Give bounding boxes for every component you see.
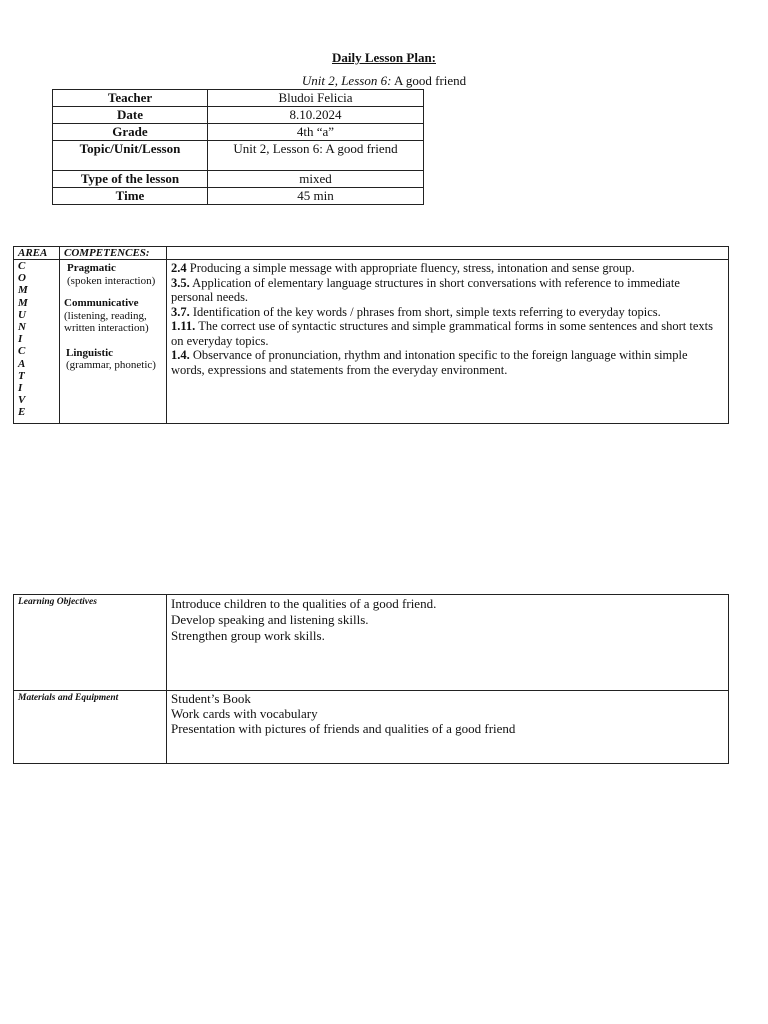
competence-group-name: Pragmatic xyxy=(67,262,116,274)
material-item: Presentation with pictures of friends and qualities of a good friend xyxy=(171,721,516,736)
info-row-grade xyxy=(53,124,424,141)
competence-text: Application of elementary language structures in short conversations with reference to immediate personal needs. xyxy=(171,275,680,304)
competences-header-row xyxy=(14,247,729,260)
lesson-subtitle xyxy=(0,73,768,89)
area-letter: I xyxy=(18,333,23,346)
info-row-teacher xyxy=(53,90,424,107)
competence-item xyxy=(171,276,724,305)
area-vertical-label xyxy=(14,260,60,424)
competence-group-detail: (listening, reading, written interaction) xyxy=(64,309,149,334)
material-item: Student’s Book xyxy=(171,691,251,706)
objectives-table xyxy=(13,594,729,764)
competence-group-pragmatic xyxy=(64,262,162,287)
competence-group-detail: (spoken interaction) xyxy=(67,274,156,287)
competence-code: 2.4 xyxy=(171,261,187,275)
info-label: Time xyxy=(53,188,208,205)
competences-header: COMPETENCES: xyxy=(60,247,167,260)
lesson-info-table xyxy=(52,89,424,205)
competence-item xyxy=(171,319,724,348)
info-label: Teacher xyxy=(53,90,208,107)
competence-code: 1.4. xyxy=(171,348,190,362)
material-item: Work cards with vocabulary xyxy=(171,706,318,721)
materials-label: Materials and Equipment xyxy=(14,691,167,764)
area-letter: C xyxy=(18,345,26,358)
area-letter: C xyxy=(18,260,26,272)
info-label: Topic/Unit/Lesson xyxy=(53,141,208,171)
subtitle-unit: Unit 2, Lesson 6: xyxy=(301,73,392,88)
competence-code: 3.5. xyxy=(171,275,190,290)
area-letter: O xyxy=(18,272,26,285)
competences-body-row xyxy=(14,260,729,424)
competence-text: The correct use of syntactic structures and simple grammatical forms in some sentences and short texts on everyday topics. xyxy=(171,319,713,348)
info-value: 8.10.2024 xyxy=(208,107,424,124)
info-value: 45 min xyxy=(208,188,424,205)
area-letter: A xyxy=(18,357,26,370)
competences-header-blank xyxy=(167,247,729,260)
info-row-date xyxy=(53,107,424,124)
materials-list xyxy=(167,691,729,764)
competence-item xyxy=(171,348,724,377)
info-row-topic xyxy=(53,141,424,171)
competence-text: Producing a simple message with appropriate fluency, stress, intonation and sense group. xyxy=(186,261,635,275)
competence-group-detail: (grammar, phonetic) xyxy=(66,359,156,371)
info-row-time xyxy=(53,188,424,205)
info-row-type xyxy=(53,171,424,188)
competence-group-communicative xyxy=(64,297,162,335)
competence-group-name: Communicative xyxy=(64,297,139,309)
learning-objectives-list xyxy=(167,595,729,691)
competence-groups xyxy=(60,260,167,424)
area-letter: E xyxy=(18,406,26,419)
info-label: Date xyxy=(53,107,208,124)
info-value: mixed xyxy=(208,171,424,188)
competence-item xyxy=(171,305,724,320)
competence-text: Observance of pronunciation, rhythm and intonation specific to the foreign language within simple words, expressions and statements from the everyday environment. xyxy=(171,348,688,377)
learning-objectives-row xyxy=(14,595,729,691)
info-label: Grade xyxy=(53,124,208,141)
competence-code: 3.7. xyxy=(171,304,190,319)
objective-item: Strengthen group work skills. xyxy=(171,628,325,643)
info-value: Unit 2, Lesson 6: A good friend xyxy=(208,141,424,171)
area-letter: U xyxy=(18,308,26,321)
area-letter: M xyxy=(18,284,28,297)
page-title: Daily Lesson Plan: xyxy=(331,50,436,65)
objective-item: Introduce children to the qualities of a good friend. xyxy=(171,596,437,611)
competence-descriptions xyxy=(167,260,729,424)
info-value: Bludoi Felicia xyxy=(208,90,424,107)
competence-item xyxy=(171,261,724,276)
area-letter: N xyxy=(18,321,26,334)
competences-table xyxy=(13,246,729,424)
competence-text: Identification of the key words / phrases from short, simple texts referring to everyday topics. xyxy=(189,304,661,319)
learning-objectives-label: Learning Objectives xyxy=(14,595,167,691)
area-letter: T xyxy=(18,369,25,382)
materials-row xyxy=(14,691,729,764)
subtitle-topic: A good friend xyxy=(391,73,467,88)
area-letter: M xyxy=(18,296,28,309)
area-header: AREA xyxy=(14,247,60,260)
area-letter: V xyxy=(18,394,26,407)
info-value: 4th “a” xyxy=(208,124,424,141)
info-label: Type of the lesson xyxy=(53,171,208,188)
competence-code: 1.11. xyxy=(171,319,196,333)
competence-group-linguistic xyxy=(64,347,162,372)
competence-group-name: Linguistic xyxy=(66,346,114,359)
area-letter: I xyxy=(18,382,23,395)
objective-item: Develop speaking and listening skills. xyxy=(171,612,369,627)
